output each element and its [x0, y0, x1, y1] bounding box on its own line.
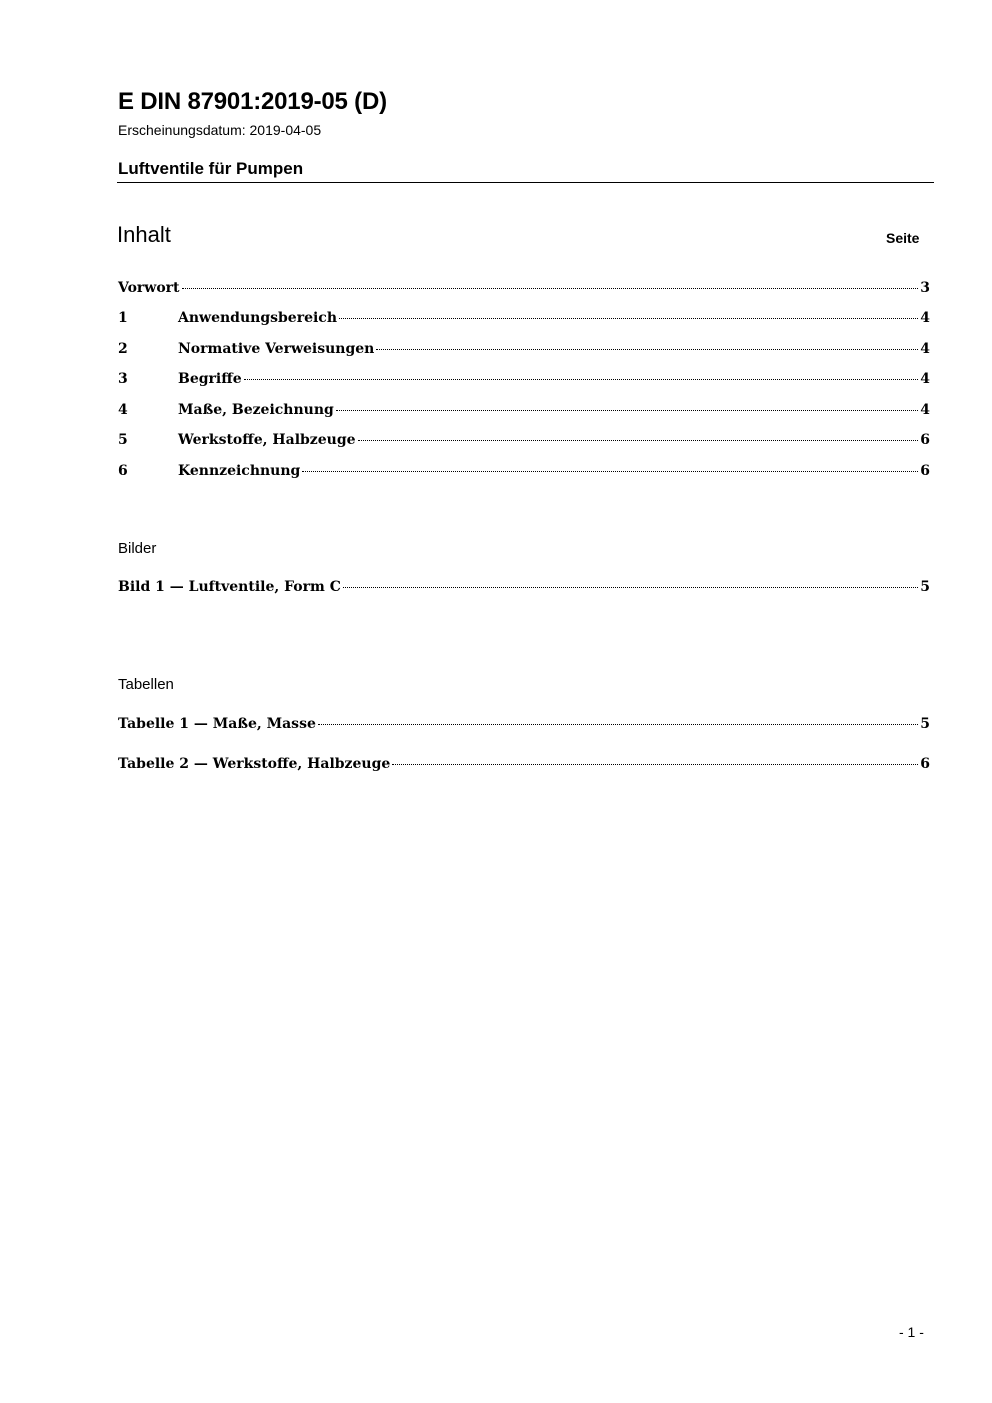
dot-leader — [392, 764, 918, 765]
figures-heading: Bilder — [118, 540, 157, 557]
figure-entry-label: Bild 1 — Luftventile, Form C — [118, 579, 341, 595]
toc-entry-label: Kennzeichnung — [178, 463, 301, 479]
dot-leader — [336, 410, 918, 411]
dot-leader — [376, 349, 918, 350]
toc-entry-label: Begriffe — [178, 371, 242, 387]
toc-entry-1[interactable] — [118, 310, 930, 330]
toc-entry-6[interactable] — [118, 463, 930, 483]
figure-entry-page: 5 — [920, 579, 930, 595]
table-entry-page: 6 — [920, 756, 930, 772]
toc-entry-3[interactable] — [118, 371, 930, 391]
toc-entry-page: 6 — [920, 432, 930, 448]
toc-entry-5[interactable] — [118, 432, 930, 452]
publication-date: Erscheinungsdatum: 2019-04-05 — [118, 122, 322, 138]
table-entry-2[interactable] — [118, 756, 930, 776]
toc-entry-page: 4 — [920, 402, 930, 418]
toc-entry-number: 1 — [118, 310, 128, 326]
toc-entry-2[interactable] — [118, 341, 930, 361]
figure-entry-1[interactable] — [118, 579, 930, 599]
dot-leader — [343, 587, 918, 588]
toc-entry-vorwort[interactable] — [118, 280, 930, 300]
toc-entry-label: Normative Verweisungen — [178, 341, 375, 357]
table-entry-page: 5 — [920, 716, 930, 732]
toc-entry-number: 5 — [118, 432, 128, 448]
dot-leader — [339, 318, 918, 319]
toc-entry-label: Anwendungsbereich — [178, 310, 337, 326]
page-number: - 1 - — [899, 1324, 924, 1340]
dot-leader — [302, 471, 918, 472]
table-entry-1[interactable] — [118, 716, 930, 736]
toc-entry-number: 6 — [118, 463, 128, 479]
document-title: Luftventile für Pumpen — [118, 159, 304, 178]
table-entry-label: Tabelle 2 — Werkstoffe, Halbzeuge — [118, 756, 391, 772]
dot-leader — [244, 379, 919, 380]
toc-entry-label: Maße, Bezeichnung — [178, 402, 334, 418]
toc-entry-page: 4 — [920, 371, 930, 387]
toc-entry-page: 4 — [920, 310, 930, 326]
toc-entry-number: 2 — [118, 341, 128, 357]
toc-entry-4[interactable] — [118, 402, 930, 422]
tables-heading: Tabellen — [118, 676, 174, 693]
toc-page-column-label: Seite — [886, 230, 920, 246]
document-id: E DIN 87901:2019-05 (D) — [118, 88, 387, 115]
toc-entry-page: 4 — [920, 341, 930, 357]
toc-entry-number: 4 — [118, 402, 128, 418]
toc-entry-page: 3 — [920, 280, 930, 296]
toc-entry-page: 6 — [920, 463, 930, 479]
table-entry-label: Tabelle 1 — Maße, Masse — [118, 716, 316, 732]
toc-entry-number: 3 — [118, 371, 128, 387]
title-divider — [117, 182, 934, 183]
dot-leader — [358, 440, 919, 441]
toc-heading: Inhalt — [117, 222, 171, 247]
dot-leader — [182, 288, 919, 289]
toc-entry-label: Werkstoffe, Halbzeuge — [178, 432, 356, 448]
dot-leader — [318, 724, 918, 725]
toc-entry-label: Vorwort — [118, 280, 180, 296]
